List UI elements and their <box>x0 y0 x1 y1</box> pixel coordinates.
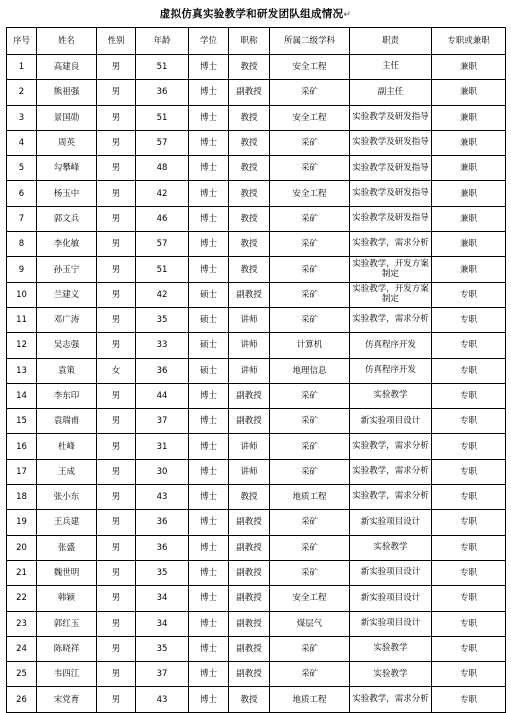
cell-degree: 博士 <box>189 55 229 80</box>
cell-age: 34 <box>136 611 189 636</box>
cell-name: 李化敏 <box>37 232 97 257</box>
header-age: 年龄 <box>136 28 189 55</box>
table-row <box>7 105 506 130</box>
cell-index: 23 <box>7 611 37 636</box>
cell-fulltime: 专职 <box>432 560 506 585</box>
cell-discipline: 采矿 <box>270 560 350 585</box>
cell-index: 9 <box>7 257 37 282</box>
cell-title: 教授 <box>229 206 270 231</box>
cell-name: 高建良 <box>37 55 97 80</box>
cell-index: 25 <box>7 662 37 687</box>
cell-degree: 博士 <box>189 257 229 282</box>
cell-degree: 博士 <box>189 611 229 636</box>
cell-name: 郭文兵 <box>37 206 97 231</box>
table-header-row <box>7 28 506 55</box>
cell-index: 6 <box>7 181 37 206</box>
cell-fulltime: 专职 <box>432 358 506 383</box>
cell-name: 熊祖强 <box>37 80 97 105</box>
cell-index: 18 <box>7 485 37 510</box>
cell-degree: 博士 <box>189 662 229 687</box>
cell-age: 57 <box>136 130 189 155</box>
cell-age: 44 <box>136 383 189 408</box>
cell-title: 教授 <box>229 130 270 155</box>
cell-gender: 男 <box>97 257 136 282</box>
table-row <box>7 206 506 231</box>
header-degree: 学位 <box>189 28 229 55</box>
cell-gender: 男 <box>97 409 136 434</box>
header-name: 姓名 <box>37 28 97 55</box>
cell-title: 讲师 <box>229 307 270 332</box>
cell-fulltime: 兼职 <box>432 206 506 231</box>
cell-gender: 男 <box>97 434 136 459</box>
table-row <box>7 80 506 105</box>
cell-index: 20 <box>7 535 37 560</box>
cell-title: 讲师 <box>229 333 270 358</box>
cell-degree: 博士 <box>189 156 229 181</box>
cell-duty: 实验教学 <box>350 383 432 408</box>
cell-title: 教授 <box>229 257 270 282</box>
cell-age: 36 <box>136 358 189 383</box>
cell-duty: 实验教学及研发指导 <box>350 105 432 130</box>
header-discipline: 所属二级学科 <box>270 28 350 55</box>
cell-name: 勾攀峰 <box>37 156 97 181</box>
cell-index: 16 <box>7 434 37 459</box>
cell-duty: 仿真程序开发 <box>350 333 432 358</box>
cell-gender: 男 <box>97 687 136 712</box>
cell-name: 邓广涛 <box>37 307 97 332</box>
cell-duty: 实验教学及研发指导 <box>350 206 432 231</box>
cell-degree: 博士 <box>189 510 229 535</box>
cell-gender: 男 <box>97 105 136 130</box>
cell-age: 36 <box>136 510 189 535</box>
cell-title: 教授 <box>229 181 270 206</box>
cell-gender: 男 <box>97 662 136 687</box>
table-row <box>7 257 506 282</box>
cell-index: 10 <box>7 282 37 307</box>
cell-discipline: 采矿 <box>270 232 350 257</box>
cell-fulltime: 专职 <box>432 662 506 687</box>
cell-discipline: 采矿 <box>270 80 350 105</box>
cell-degree: 博士 <box>189 232 229 257</box>
cell-duty: 实验教学及研发指导 <box>350 181 432 206</box>
cell-age: 57 <box>136 232 189 257</box>
cell-age: 42 <box>136 282 189 307</box>
cell-name: 韦四江 <box>37 662 97 687</box>
cell-fulltime: 专职 <box>432 687 506 712</box>
cell-gender: 男 <box>97 485 136 510</box>
cell-gender: 男 <box>97 232 136 257</box>
table-row <box>7 636 506 661</box>
cell-title: 副教授 <box>229 636 270 661</box>
cell-degree: 博士 <box>189 105 229 130</box>
cell-degree: 博士 <box>189 80 229 105</box>
cell-name: 李东印 <box>37 383 97 408</box>
cell-index: 21 <box>7 560 37 585</box>
cell-title: 教授 <box>229 687 270 712</box>
cell-gender: 男 <box>97 510 136 535</box>
cell-index: 19 <box>7 510 37 535</box>
cell-degree: 博士 <box>189 383 229 408</box>
cell-age: 31 <box>136 434 189 459</box>
cell-index: 15 <box>7 409 37 434</box>
cell-duty: 实验教学，开发方案制定 <box>350 257 432 282</box>
cell-discipline: 采矿 <box>270 662 350 687</box>
cell-discipline: 采矿 <box>270 535 350 560</box>
cell-discipline: 安全工程 <box>270 105 350 130</box>
cell-age: 48 <box>136 156 189 181</box>
cell-gender: 女 <box>97 358 136 383</box>
cell-age: 43 <box>136 485 189 510</box>
cell-title: 副教授 <box>229 409 270 434</box>
cell-title: 教授 <box>229 485 270 510</box>
cell-discipline: 煤层气 <box>270 611 350 636</box>
cell-duty: 新实验项目设计 <box>350 611 432 636</box>
cell-discipline: 地质工程 <box>270 485 350 510</box>
cell-duty: 实验教学，需求分析 <box>350 307 432 332</box>
cell-age: 37 <box>136 409 189 434</box>
cell-degree: 博士 <box>189 535 229 560</box>
cell-gender: 男 <box>97 206 136 231</box>
cell-title: 教授 <box>229 232 270 257</box>
cell-duty: 新实验项目设计 <box>350 586 432 611</box>
table-row <box>7 459 506 484</box>
cell-discipline: 采矿 <box>270 636 350 661</box>
cell-index: 7 <box>7 206 37 231</box>
cell-degree: 博士 <box>189 586 229 611</box>
cell-degree: 博士 <box>189 181 229 206</box>
header-index: 序号 <box>7 28 37 55</box>
cell-title: 副教授 <box>229 662 270 687</box>
header-gender: 性别 <box>97 28 136 55</box>
cell-title: 副教授 <box>229 535 270 560</box>
cell-discipline: 采矿 <box>270 409 350 434</box>
cell-gender: 男 <box>97 586 136 611</box>
cell-gender: 男 <box>97 636 136 661</box>
table-row <box>7 181 506 206</box>
cell-degree: 硕士 <box>189 282 229 307</box>
cell-index: 11 <box>7 307 37 332</box>
cell-fulltime: 兼职 <box>432 156 506 181</box>
cell-degree: 博士 <box>189 459 229 484</box>
cell-fulltime: 专职 <box>432 383 506 408</box>
cell-fulltime: 专职 <box>432 636 506 661</box>
cell-fulltime: 兼职 <box>432 257 506 282</box>
team-table <box>6 27 506 713</box>
cell-gender: 男 <box>97 307 136 332</box>
cell-age: 36 <box>136 535 189 560</box>
cell-duty: 实验教学 <box>350 535 432 560</box>
cell-age: 35 <box>136 307 189 332</box>
cell-name: 孙玉宁 <box>37 257 97 282</box>
cell-index: 1 <box>7 55 37 80</box>
cell-title: 讲师 <box>229 358 270 383</box>
cell-fulltime: 兼职 <box>432 232 506 257</box>
cell-degree: 博士 <box>189 560 229 585</box>
cell-discipline: 地理信息 <box>270 358 350 383</box>
cell-fulltime: 专职 <box>432 535 506 560</box>
cell-duty: 实验教学 <box>350 636 432 661</box>
cell-age: 35 <box>136 560 189 585</box>
cell-discipline: 采矿 <box>270 459 350 484</box>
cell-discipline: 安全工程 <box>270 586 350 611</box>
cell-age: 35 <box>136 636 189 661</box>
cell-title: 副教授 <box>229 586 270 611</box>
table-row <box>7 409 506 434</box>
cell-age: 33 <box>136 333 189 358</box>
cell-fulltime: 专职 <box>432 434 506 459</box>
cell-index: 12 <box>7 333 37 358</box>
cell-fulltime: 兼职 <box>432 130 506 155</box>
cell-duty: 实验教学，需求分析 <box>350 434 432 459</box>
cell-degree: 博士 <box>189 434 229 459</box>
table-row <box>7 55 506 80</box>
cell-title: 教授 <box>229 156 270 181</box>
table-row <box>7 560 506 585</box>
cell-discipline: 采矿 <box>270 282 350 307</box>
cell-name: 韩颖 <box>37 586 97 611</box>
cell-title: 副教授 <box>229 560 270 585</box>
cell-name: 宋党育 <box>37 687 97 712</box>
cell-index: 2 <box>7 80 37 105</box>
header-title: 职称 <box>229 28 270 55</box>
cell-fulltime: 兼职 <box>432 181 506 206</box>
cell-fulltime: 兼职 <box>432 105 506 130</box>
cell-index: 14 <box>7 383 37 408</box>
cell-name: 陈晓祥 <box>37 636 97 661</box>
cell-discipline: 计算机 <box>270 333 350 358</box>
cell-index: 24 <box>7 636 37 661</box>
cell-title: 副教授 <box>229 282 270 307</box>
cell-degree: 硕士 <box>189 358 229 383</box>
cell-duty: 主任 <box>350 55 432 80</box>
cell-duty: 实验教学及研发指导 <box>350 130 432 155</box>
table-row <box>7 383 506 408</box>
cell-age: 30 <box>136 459 189 484</box>
table-row <box>7 282 506 307</box>
cell-name: 袁策 <box>37 358 97 383</box>
cell-gender: 男 <box>97 535 136 560</box>
document-title <box>0 6 511 21</box>
cell-index: 8 <box>7 232 37 257</box>
cell-degree: 博士 <box>189 485 229 510</box>
cell-fulltime: 专职 <box>432 282 506 307</box>
document-title-text: 虚拟仿真实验教学和研发团队组成情况 <box>159 8 344 20</box>
cell-degree: 博士 <box>189 206 229 231</box>
cell-degree: 博士 <box>189 636 229 661</box>
cell-title: 讲师 <box>229 434 270 459</box>
cell-fulltime: 专职 <box>432 459 506 484</box>
cell-discipline: 采矿 <box>270 307 350 332</box>
table-row <box>7 333 506 358</box>
table-row <box>7 232 506 257</box>
cell-name: 景国勋 <box>37 105 97 130</box>
table-row <box>7 130 506 155</box>
cell-degree: 博士 <box>189 687 229 712</box>
cell-index: 5 <box>7 156 37 181</box>
cell-name: 杜峰 <box>37 434 97 459</box>
cell-duty: 仿真程序开发 <box>350 358 432 383</box>
cell-title: 副教授 <box>229 80 270 105</box>
cell-gender: 男 <box>97 282 136 307</box>
cell-age: 34 <box>136 586 189 611</box>
cell-age: 42 <box>136 181 189 206</box>
cell-name: 郭红玉 <box>37 611 97 636</box>
cell-gender: 男 <box>97 383 136 408</box>
cell-gender: 男 <box>97 80 136 105</box>
cell-title: 副教授 <box>229 611 270 636</box>
table-row <box>7 510 506 535</box>
cell-index: 4 <box>7 130 37 155</box>
cell-age: 37 <box>136 662 189 687</box>
cell-degree: 硕士 <box>189 333 229 358</box>
cell-duty: 副主任 <box>350 80 432 105</box>
cell-age: 51 <box>136 257 189 282</box>
table-row <box>7 687 506 712</box>
cell-discipline: 采矿 <box>270 130 350 155</box>
cell-duty: 实验教学，需求分析 <box>350 485 432 510</box>
cell-fulltime: 专职 <box>432 409 506 434</box>
cell-gender: 男 <box>97 459 136 484</box>
cell-discipline: 安全工程 <box>270 181 350 206</box>
cell-gender: 男 <box>97 333 136 358</box>
cell-age: 51 <box>136 105 189 130</box>
cell-degree: 硕士 <box>189 307 229 332</box>
cell-fulltime: 专职 <box>432 586 506 611</box>
cell-gender: 男 <box>97 181 136 206</box>
cell-name: 张小东 <box>37 485 97 510</box>
cell-gender: 男 <box>97 130 136 155</box>
cell-duty: 实验教学及研发指导 <box>350 156 432 181</box>
cell-duty: 实验教学 <box>350 662 432 687</box>
cell-index: 3 <box>7 105 37 130</box>
cell-index: 17 <box>7 459 37 484</box>
cell-age: 51 <box>136 55 189 80</box>
cell-discipline: 安全工程 <box>270 55 350 80</box>
cell-degree: 博士 <box>189 409 229 434</box>
cell-gender: 男 <box>97 55 136 80</box>
cell-duty: 新实验项目设计 <box>350 560 432 585</box>
header-duty: 职责 <box>350 28 432 55</box>
cell-gender: 男 <box>97 611 136 636</box>
cell-index: 13 <box>7 358 37 383</box>
cell-title: 副教授 <box>229 383 270 408</box>
cell-duty: 新实验项目设计 <box>350 510 432 535</box>
cell-duty: 实验教学，需求分析 <box>350 459 432 484</box>
cell-discipline: 采矿 <box>270 383 350 408</box>
cell-title: 讲师 <box>229 459 270 484</box>
table-row <box>7 535 506 560</box>
cell-fulltime: 专职 <box>432 307 506 332</box>
cell-duty: 实验教学，需求分析 <box>350 687 432 712</box>
cell-age: 43 <box>136 687 189 712</box>
paragraph-mark: ↵ <box>343 10 352 20</box>
cell-index: 22 <box>7 586 37 611</box>
cell-name: 王兵建 <box>37 510 97 535</box>
cell-name: 袁瑞甫 <box>37 409 97 434</box>
header-fulltime: 专职或兼职 <box>432 28 506 55</box>
cell-discipline: 地质工程 <box>270 687 350 712</box>
cell-fulltime: 兼职 <box>432 55 506 80</box>
table-row <box>7 307 506 332</box>
table-row <box>7 156 506 181</box>
cell-discipline: 采矿 <box>270 206 350 231</box>
table-row <box>7 485 506 510</box>
cell-fulltime: 专职 <box>432 333 506 358</box>
table-row <box>7 586 506 611</box>
cell-degree: 博士 <box>189 130 229 155</box>
cell-duty: 实验教学，需求分析 <box>350 232 432 257</box>
cell-gender: 男 <box>97 156 136 181</box>
cell-name: 张盛 <box>37 535 97 560</box>
cell-name: 杨玉中 <box>37 181 97 206</box>
cell-gender: 男 <box>97 560 136 585</box>
table-row <box>7 434 506 459</box>
cell-title: 教授 <box>229 55 270 80</box>
cell-discipline: 采矿 <box>270 434 350 459</box>
cell-age: 46 <box>136 206 189 231</box>
cell-fulltime: 专职 <box>432 485 506 510</box>
cell-duty: 实验教学，开发方案制定 <box>350 282 432 307</box>
cell-fulltime: 专职 <box>432 611 506 636</box>
cell-fulltime: 兼职 <box>432 80 506 105</box>
cell-title: 教授 <box>229 105 270 130</box>
cell-name: 兰建义 <box>37 282 97 307</box>
table-row <box>7 358 506 383</box>
cell-duty: 新实验项目设计 <box>350 409 432 434</box>
cell-name: 魏世明 <box>37 560 97 585</box>
cell-discipline: 采矿 <box>270 257 350 282</box>
cell-index: 26 <box>7 687 37 712</box>
cell-name: 吴志强 <box>37 333 97 358</box>
cell-fulltime: 专职 <box>432 510 506 535</box>
cell-name: 王成 <box>37 459 97 484</box>
cell-discipline: 采矿 <box>270 156 350 181</box>
cell-title: 副教授 <box>229 510 270 535</box>
table-row <box>7 611 506 636</box>
table-body <box>7 55 506 713</box>
cell-name: 周英 <box>37 130 97 155</box>
cell-age: 36 <box>136 80 189 105</box>
table-row <box>7 662 506 687</box>
cell-discipline: 采矿 <box>270 510 350 535</box>
